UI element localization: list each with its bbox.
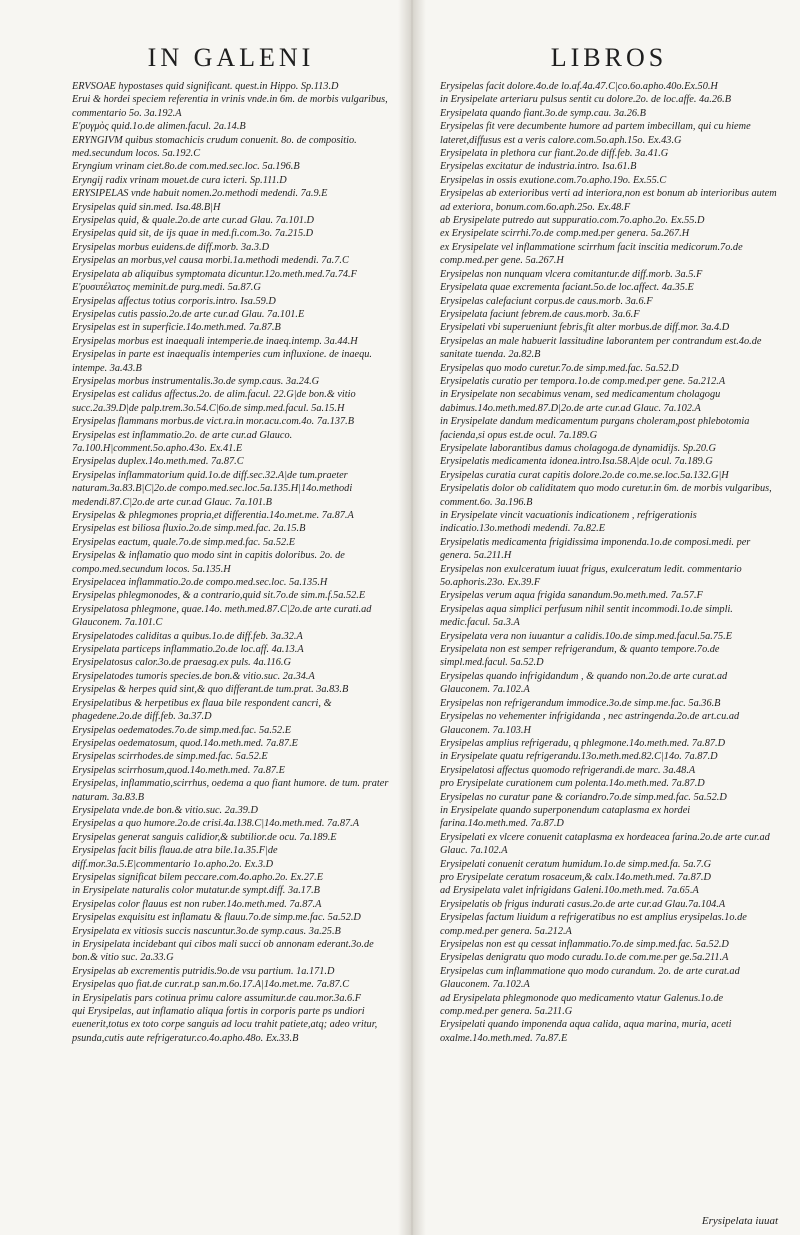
index-entry: Erysipelas a quo humore.2o.de crisi.4a.138.C|14o.meth.med. 7a.87.A: [72, 818, 360, 830]
index-entry: Erysipelatis ob frigus indurati casus.2o.de arte cur.ad Glau.7a.104.A: [440, 898, 726, 910]
index-entry: E'ρυσιπέλατος meminit.de purg.medi. 5a.87.G: [72, 282, 261, 294]
index-entry: in Erysipelatis pars cotinua primu calore assumitur.de cau.mor.3a.6.F: [72, 992, 362, 1004]
index-entry: Erysipelas, inflammatio,scirrhus, oedema a quo fiant humore. de tum. prater naturam. 3a.83.B: [72, 778, 389, 803]
index-entry: Erysipelata ex vitiosis succis nascuntur.3o.de symp.caus. 3a.25.B: [72, 925, 341, 937]
index-entry: Erysipelacea inflammatio.2o.de compo.med.sec.loc. 5a.135.H: [72, 577, 328, 589]
index-entry: Erysipelas an morbus,vel causa morbi.1a.methodi medendi. 7a.7.C: [72, 255, 349, 267]
index-entry: Erysipelas color flauus est non ruber.14o.meth.med. 7a.87.A: [72, 898, 322, 910]
index-entry: Erysipelas & phlegmones propria,et differentia.14o.met.me. 7a.87.A: [72, 510, 354, 521]
index-entry: Erysipelata ab aliquibus symptomata dicuntur.12o.meth.med.7a.74.F: [72, 268, 357, 280]
index-entry: Erui & hordei speciem referentia in vrinis vnde.in 6m. de morbis vulgaribus, commentario 5o. 3a.192.A: [72, 94, 388, 119]
index-entry: ERYNGIVM quibus stomachicis crudum conuenit. 8o. de compositio. med.secundum locos. 5a.192.C: [72, 134, 357, 160]
index-entry: ab Erysipelate putredo aut suppuratio.com.7o.apho.2o. Ex.55.D: [440, 215, 705, 227]
index-entry: in Erysipelate quando superponendum cataplasma ex hordei farina.14o.meth.med. 7a.87.D: [440, 804, 691, 830]
index-entry: Erysipelas in ossis exutione.com.7o.apho.19o. Ex.55.C: [440, 174, 667, 186]
index-entry: Erysipelatis curatio per tempora.1o.de comp.med.per gene. 5a.212.A: [440, 375, 726, 387]
index-entry: Erysipelas quid sit, de ijs quae in med.fi.com.3o. 7a.215.D: [72, 228, 314, 240]
index-entry: Erysipelas excitatur de industria.intro. Isa.61.B: [440, 161, 637, 173]
index-entry: ad Erysipelata valet infrigidans Galeni.10o.meth.med. 7a.65.A: [440, 885, 699, 897]
index-entry: in Erysipelate quatu refrigerandu.13o.meth.med.82.C|14o. 7a.87.D: [440, 751, 718, 763]
index-entry: Erysipelas est biliosa fluxio.2o.de simp.med.fac. 2a.15.B: [72, 523, 306, 535]
index-entry: Eryngium vrinam ciet.8o.de com.med.sec.loc. 5a.196.B: [72, 161, 300, 173]
index-entry: Erysipelatosus calor.3o.de praesag.ex puls. 4a.116.G: [72, 657, 291, 669]
catchword: Erysipelata iuuat: [701, 1215, 778, 1227]
index-entry: Erysipelas scirrhosum,quod.14o.meth.med. 7a.87.E: [72, 764, 285, 776]
index-entry: Erysipelatodes caliditas a quibus.1o.de diff.feb. 3a.32.A: [72, 630, 303, 642]
index-entry: Erysipelas est inflammatio.2o. de arte cur.ad Glauco. 7a.100.H|comment.5o.apho.43o. Ex.41.E: [72, 429, 293, 454]
index-entry: in Erysipelate naturalis color mutatur.de sympt.diff. 3a.17.B: [72, 885, 320, 897]
index-entry: Erysipelata particeps inflammatio.2o.de loc.aff. 4a.13.A: [72, 644, 304, 656]
index-entry: Erysipelas inflammatorium quid.1o.de diff.sec.32.A|de tum.praeter naturam.3a.83.B|C|2o.de compo.med.sec.loc.5a.135.H|14o.methodi medendi.87.C|2o.de arte cur.ad Glauc. 7a.101.B: [72, 469, 353, 508]
index-entries-right: [440, 80, 778, 1045]
index-entry: Erysipelas non exulceratum iuuat frigus, exulceratum ledit. commentario 5o.aphoris.23o. Ex.39.F: [440, 563, 742, 589]
index-entry: Erysipelas aqua simplici perfusum nihil sentit incommodi.1o.de simpli. medic.facul. 5a.3.A: [440, 603, 733, 629]
index-entry: Erysipelas significat bilem peccare.com.4o.apho.2o. Ex.27.E: [72, 871, 323, 883]
index-entry: Erysipelati ex vlcere conuenit cataplasma ex hordeacea farina.2o.de arte cur.ad Glauc. 7a.102.A: [440, 831, 770, 857]
index-entry: ex Erysipelate scirrhi.7o.de comp.med.per genera. 5a.267.H: [440, 228, 690, 240]
index-entry: Erysipelatosa phlegmone, quae.14o. meth.med.87.C|2o.de arte curati.ad Glauconem. 7a.101.C: [72, 603, 372, 629]
index-entry: Erysipelas affectus totius corporis.intro. Isa.59.D: [72, 295, 276, 307]
index-entry: Erysipelata faciunt febrem.de caus.morb. 3a.6.F: [440, 308, 640, 320]
index-entry: Erysipelas cum inflammatione quo modo curandum. 2o. de arte curat.ad Glauconem. 7a.102.A: [440, 965, 740, 991]
index-entry: Erysipelas flammans morbus.de vict.ra.in mor.acu.com.4o. 7a.137.B: [72, 416, 354, 428]
index-entry: Erysipelas ab excrementis putridis.9o.de vsu partium. 1a.171.D: [72, 965, 335, 977]
index-entry: Erysipelas est in superficie.14o.meth.med. 7a.87.B: [72, 322, 281, 334]
index-entry: in Erysipelata incidebant qui cibos mali succi ob annonam ederant.3o.de bon.& vitio suc. 2a.33.G: [72, 939, 374, 964]
index-entry: ERYSIPELAS vnde habuit nomen.2o.methodi medendi. 7a.9.E: [72, 188, 328, 200]
index-entry: Erysipelas eactum, quale.7o.de simp.med.fac. 5a.52.E: [72, 536, 296, 548]
index-entry: Eryngij radix vrinam mouet.de cura icteri. Sp.111.D: [72, 174, 287, 186]
index-entry: Erysipelas phlegmonodes, & a contrario,quid sit.7o.de sim.m.f.5a.52.E: [72, 590, 366, 602]
binding-gutter: [398, 0, 426, 1235]
index-entry: Erysipelas oedematosum, quod.14o.meth.med. 7a.87.E: [72, 737, 298, 749]
running-head-left: IN GALENI: [147, 43, 315, 72]
index-entry: Erysipelas curatia curat capitis dolore.2o.de co.me.se.loc.5a.132.G|H: [440, 469, 729, 481]
index-entry: Erysipelas cutis passio.2o.de arte cur.ad Glau. 7a.101.E: [72, 308, 305, 320]
index-entry: Erysipelas duplex.14o.meth.med. 7a.87.C: [72, 456, 244, 468]
index-entry: Erysipelas in parte est inaequalis intemperies cum influxione. de inaequ. intempe. 3a.43.B: [72, 349, 372, 374]
index-entry: Erysipelati conuenit ceratum humidum.1o.de simp.med.fa. 5a.7.G: [440, 858, 712, 870]
index-entry: Erysipelas & herpes quid sint,& quo differant.de tum.prat. 3a.83.B: [72, 684, 349, 696]
index-entry: Erysipelas quo modo curetur.7o.de simp.med.fac. 5a.52.D: [440, 362, 679, 374]
index-entry: Erysipelati quando imponenda aqua calida, aqua marina, muria, aceti oxalme.14o.meth.med. 7a.87.E: [440, 1019, 732, 1044]
index-entry: Erysipelas quo fiat.de cur.rat.p san.m.6o.17.A|14o.met.me. 7a.87.C: [72, 979, 350, 991]
index-entry: Erysipelas quid, & quale.2o.de arte cur.ad Glau. 7a.101.D: [72, 215, 314, 227]
index-entry: Erysipelas morbus est inaequali intemperie.de inaeq.intemp. 3a.44.H: [72, 335, 358, 347]
index-entry: Erysipelati vbi superueniunt febris,fit alter morbus.de diff.mor. 3a.4.D: [440, 322, 730, 334]
index-entry: Erysipelas quando infrigidandum , & quando non.2o.de arte curat.ad Glauconem. 7a.102.A: [440, 670, 728, 696]
index-entry: Erysipelas morbus instrumentalis.3o.de symp.caus. 3a.24.G: [72, 375, 320, 387]
index-entry: Erysipelas exquisitu est inflamatu & flauu.7o.de simp.me.fac. 5a.52.D: [72, 912, 361, 924]
index-entry: Erysipelatodes tumoris species.de bon.& vitio.suc. 2a.34.A: [72, 670, 315, 682]
index-entry: Erysipelas an male habuerit lassitudine laborantem per contrandum est.4o.de sanitate tuenda. 2a.82.B: [440, 335, 762, 361]
index-entry: Erysipelas quid sin.med. Isa.48.B|H: [72, 201, 221, 213]
index-entry: Erysipelas non refrigerandum immodice.3o.de simp.me.fac. 5a.36.B: [440, 697, 721, 709]
index-entry: Erysipelas non nunquam vlcera comitantur.de diff.morb. 3a.5.F: [440, 268, 703, 280]
index-entry: Erysipelas oedematodes.7o.de simp.med.fac. 5a.52.E: [72, 724, 292, 736]
index-entry: Erysipelas denigratu quo modo curadu.1o.de com.me.per ge.5a.211.A: [440, 952, 729, 964]
index-entry: Erysipelata in plethora cur fiant.2o.de diff.feb. 3a.41.G: [440, 148, 669, 160]
index-entry: qui Erysipelas, aut inflamatio aliqua fortis in corporis parte ps undiori euenerit,totus ex toto corpe sanguis ad locu trahit patiete,atq; adeo vritur, psunda,cutis aute refrigeratur.co.4o.apho.48o. Ex.33.B: [72, 1006, 378, 1044]
index-entry: E'ρυγμὸς quid.1o.de alimen.facul. 2a.14.B: [72, 121, 246, 133]
index-entry: Erysipelata vera non iuuantur a calidis.10o.de simp.med.facul.5a.75.E: [440, 630, 732, 642]
index-entry: pro Erysipelate ceratum rosaceum,& calx.14o.meth.med. 7a.87.D: [440, 871, 711, 883]
index-entry: Erysipelas factum liuidum a refrigeratibus no est amplius erysipelas.1o.de comp.med.per genera. 5a.212.A: [440, 912, 747, 937]
index-entry: Erysipelatibus & herpetibus ex flaua bile respondent cancri, & phagedene.2o.de diff.feb. 3a.37.D: [72, 697, 332, 723]
right-column: [440, 40, 778, 1045]
index-entry: pro Erysipelate curationem cum polenta.14o.meth.med. 7a.87.D: [440, 778, 705, 790]
index-entry: ex Erysipelate vel inflammatione scirrhum facit inscitia medicorum.7o.de comp.med.per gene. 5a.267.H: [440, 241, 743, 267]
index-entry: Erysipelas amplius refrigeradu, q phlegmone.14o.meth.med. 7a.87.D: [440, 737, 726, 749]
index-entry: Erysipelata quae excrementa faciant.5o.de loc.affect. 4a.35.E: [440, 282, 694, 294]
index-entry: in Erysipelate non secabimus venam, sed medicamentum cholagogu dabimus.14o.meth.med.87.D|2o.de arte cur.ad Glauc. 7a.102.A: [440, 389, 721, 414]
index-entry: Erysipelate laborantibus damus cholagoga.de dynamidijs. Sp.20.G: [440, 442, 716, 454]
index-entry: Erysipelas ab exterioribus verti ad interiora,non est bonum ab interioribus autem ad exteriora, bonum.com.6o.aph.25o. Ex.48.F: [440, 188, 777, 213]
index-entry: Erysipelas facit dolore.4o.de lo.af.4a.47.C|co.6o.apho.40o.Ex.50.H: [440, 81, 718, 92]
index-entry: Erysipelas fit vere decumbente humore ad partem imbecillam, qui cu hieme lateret,diffusus est a veris calore.com.5o.aph.15o. Ex.43.G: [440, 121, 751, 146]
index-entry: Erysipelata non est semper refrigerandum, & quanto tempore.7o.de simpl.med.facul. 5a.52.D: [440, 644, 720, 669]
index-entries-left: [72, 80, 390, 1045]
index-entry: Erysipelatis medicamenta idonea.intro.Isa.58.A|de ocul. 7a.189.G: [440, 456, 713, 468]
index-entry: ERVSOAE hypostases quid significant. quest.in Hippo. Sp.113.D: [72, 81, 339, 92]
index-entry: Erysipelas facit bilis flaua.de atra bile.1a.35.F|de diff.mor.3a.5.E|commentario 1o.apho.2o. Ex.3.D: [72, 845, 278, 870]
running-head-right: LIBROS: [550, 43, 668, 72]
index-entry: Erysipelas non est qu cessat inflammatio.7o.de simp.med.fac. 5a.52.D: [440, 939, 729, 950]
index-entry: Erysipelas calefaciunt corpus.de caus.morb. 3a.6.F: [440, 295, 653, 307]
index-entry: Erysipelatis dolor ob caliditatem quo modo curetur.in 6m. de morbis vulgaribus, comment.6o. 3a.196.B: [440, 483, 772, 508]
index-entry: in Erysipelate arteriaru pulsus sentit cu dolore.2o. de loc.affe. 4a.26.B: [440, 94, 732, 106]
left-column: [72, 40, 390, 1045]
index-entry: in Erysipelate vincit vacuationis indicationem , refrigerationis indicatio.13o.methodi medendi. 7a.82.E: [440, 510, 697, 535]
index-entry: Erysipelas est calidus affectus.2o. de alim.facul. 22.G|de bon.& vitio succ.2a.39.D|de palp.trem.3o.54.C|6o.de simp.med.facul. 5a.15.H: [72, 389, 356, 414]
index-entry: in Erysipelate dandum medicamentum purgans choleram,post phlebotomia facienda,si opus est.de ocul. 7a.189.G: [440, 416, 750, 441]
index-entry: Erysipelatosi affectus quomodo refrigerandi.de marc. 3a.48.A: [440, 764, 696, 776]
index-entry: Erysipelatis medicamenta frigidissima imponenda.1o.de composi.medi. per genera. 5a.211.H: [440, 536, 751, 562]
index-entry: Erysipelas scirrhodes.de simp.med.fac. 5a.52.E: [72, 751, 268, 763]
index-entry: Erysipelas generat sanguis calidior,& subtilior.de ocu. 7a.189.E: [72, 831, 337, 843]
index-entry: Erysipelas no vehementer infrigidanda , nec astringenda.2o.de art.cu.ad Glauconem. 7a.103.H: [440, 711, 740, 736]
index-entry: Erysipelas & inflamatio quo modo sint in capitis doloribus. 2o. de compo.med.secundum locos. 5a.135.H: [72, 550, 345, 575]
index-entry: Erysipelas no curatur pane & coriandro.7o.de simp.med.fac. 5a.52.D: [440, 791, 727, 803]
index-entry: Erysipelata vnde.de bon.& vitio.suc. 2a.39.D: [72, 804, 258, 816]
index-entry: ad Erysipelata phlegmonode quo medicamento vtatur Galenus.1o.de comp.med.per genera. 5a.211.G: [440, 992, 724, 1018]
index-entry: Erysipelas morbus euidens.de diff.morb. 3a.3.D: [72, 241, 270, 253]
index-entry: Erysipelas verum aqua frigida sanandum.9o.meth.med. 7a.57.F: [440, 590, 703, 602]
index-entry: Erysipelata quando fiant.3o.de symp.cau. 3a.26.B: [440, 107, 646, 119]
